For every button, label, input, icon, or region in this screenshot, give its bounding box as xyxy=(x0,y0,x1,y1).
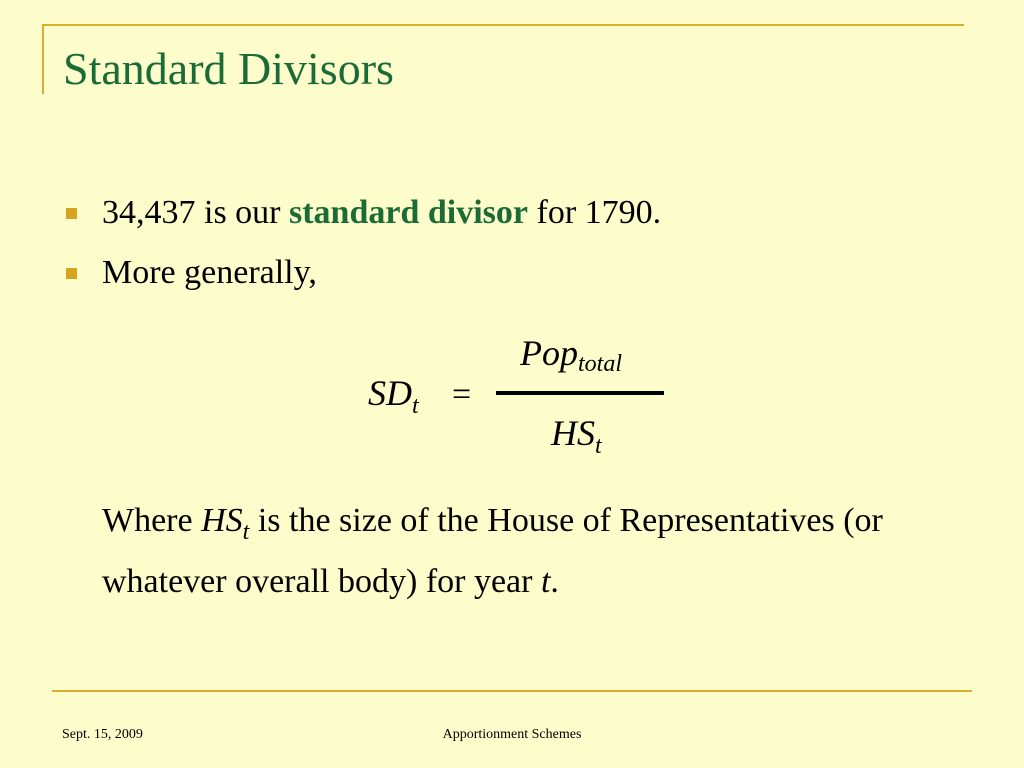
para-part1: Where xyxy=(102,502,202,539)
square-bullet-icon xyxy=(66,208,77,219)
formula-numerator xyxy=(520,332,622,378)
formula-lhs-sub: t xyxy=(412,393,419,419)
bullet-1-emphasis: standard divisor xyxy=(289,194,528,231)
explanation-paragraph xyxy=(102,496,922,607)
fraction-bar xyxy=(496,391,664,395)
formula-lhs xyxy=(368,372,419,420)
bullet-item-2 xyxy=(64,248,964,308)
para-part2: is the size of the House of Representatives (or whatever overall body) for year xyxy=(102,502,883,600)
formula-numerator-var: Pop xyxy=(520,333,578,373)
para-end: . xyxy=(550,563,559,600)
bullet-1-pre: 34,437 is our xyxy=(102,194,289,231)
formula-denominator-var: HS xyxy=(551,413,595,453)
formula-lhs-var: SD xyxy=(368,373,412,413)
footer-title: Apportionment Schemes xyxy=(442,727,582,742)
square-bullet-icon xyxy=(66,268,77,279)
bullet-1-post: for 1790. xyxy=(528,194,662,231)
formula-equals: = xyxy=(452,376,472,413)
slide-title: Standard Divisors xyxy=(63,43,394,94)
para-var2: t xyxy=(540,563,551,600)
para-var-sub: t xyxy=(242,519,250,545)
bullet-2-text: More generally, xyxy=(102,254,317,291)
bullet-list xyxy=(64,188,964,308)
formula-denominator xyxy=(551,412,602,460)
formula-denominator-sub: t xyxy=(595,433,602,459)
footer-rule xyxy=(52,690,972,692)
para-var: HS xyxy=(201,502,243,539)
frame-top-rule xyxy=(42,24,964,26)
standard-divisor-formula xyxy=(368,332,678,462)
formula-numerator-sub: total xyxy=(578,351,623,377)
frame-left-rule xyxy=(42,24,44,94)
footer-date: Sept. 15, 2009 xyxy=(62,727,143,742)
bullet-item-1 xyxy=(64,188,964,248)
